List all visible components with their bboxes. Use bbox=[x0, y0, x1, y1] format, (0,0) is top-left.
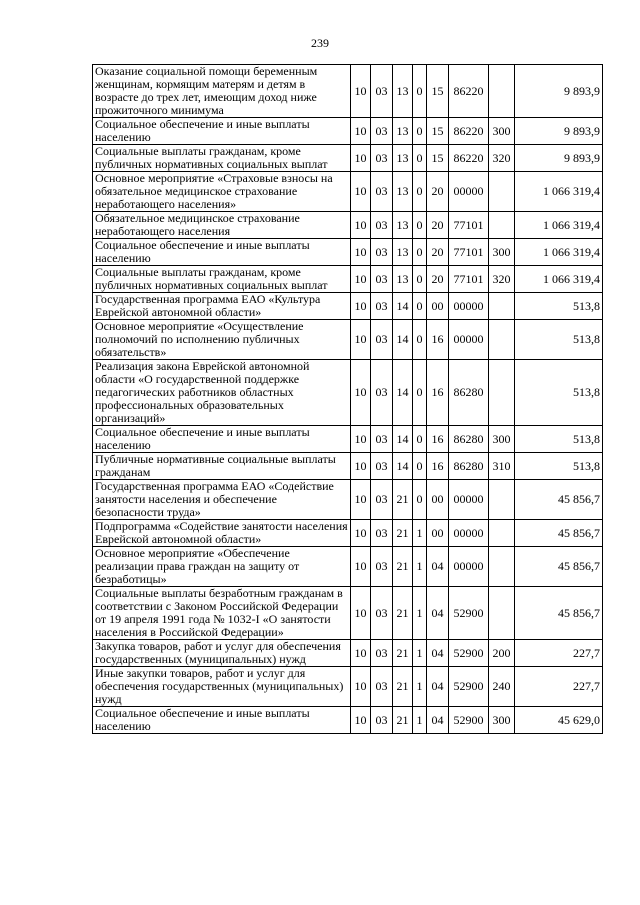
table-row bbox=[93, 453, 603, 480]
subprogram-code: 0 bbox=[413, 172, 427, 212]
subsection-code: 03 bbox=[371, 118, 393, 145]
expense-type-code bbox=[489, 293, 515, 320]
amount-value: 513,8 bbox=[515, 320, 603, 360]
row-name: Государственная программа ЕАО «Культура Еврейской автономной области» bbox=[93, 293, 351, 320]
program-code: 21 bbox=[393, 480, 413, 520]
section-code: 10 bbox=[351, 667, 371, 707]
section-code: 10 bbox=[351, 172, 371, 212]
section-code: 10 bbox=[351, 640, 371, 667]
row-name: Социальное обеспечение и иные выплаты населению bbox=[93, 118, 351, 145]
amount-value: 1 066 319,4 bbox=[515, 239, 603, 266]
program-code: 13 bbox=[393, 212, 413, 239]
subsection-code: 03 bbox=[371, 520, 393, 547]
budget-table bbox=[92, 64, 603, 734]
subsection-code: 03 bbox=[371, 266, 393, 293]
row-name: Основное мероприятие «Осуществление полномочий по исполнению публичных обязательств» bbox=[93, 320, 351, 360]
activity-code: 16 bbox=[427, 320, 449, 360]
table-row bbox=[93, 360, 603, 426]
subsection-code: 03 bbox=[371, 212, 393, 239]
activity-code: 20 bbox=[427, 212, 449, 239]
program-code: 14 bbox=[393, 320, 413, 360]
expense-type-code: 240 bbox=[489, 667, 515, 707]
direction-code: 52900 bbox=[449, 707, 489, 734]
amount-value: 1 066 319,4 bbox=[515, 266, 603, 293]
program-code: 14 bbox=[393, 360, 413, 426]
activity-code: 15 bbox=[427, 65, 449, 118]
subprogram-code: 1 bbox=[413, 520, 427, 547]
subprogram-code: 0 bbox=[413, 426, 427, 453]
activity-code: 04 bbox=[427, 547, 449, 587]
section-code: 10 bbox=[351, 707, 371, 734]
activity-code: 20 bbox=[427, 266, 449, 293]
subsection-code: 03 bbox=[371, 293, 393, 320]
subprogram-code: 0 bbox=[413, 118, 427, 145]
subprogram-code: 0 bbox=[413, 145, 427, 172]
program-code: 14 bbox=[393, 293, 413, 320]
direction-code: 77101 bbox=[449, 212, 489, 239]
amount-value: 45 856,7 bbox=[515, 547, 603, 587]
program-code: 21 bbox=[393, 587, 413, 640]
subsection-code: 03 bbox=[371, 239, 393, 266]
subprogram-code: 0 bbox=[413, 293, 427, 320]
section-code: 10 bbox=[351, 426, 371, 453]
section-code: 10 bbox=[351, 360, 371, 426]
table-row bbox=[93, 707, 603, 734]
expense-type-code bbox=[489, 480, 515, 520]
row-name: Государственная программа ЕАО «Содействие занятости населения и обеспечение безопасности труда» bbox=[93, 480, 351, 520]
expense-type-code: 320 bbox=[489, 145, 515, 172]
program-code: 14 bbox=[393, 426, 413, 453]
section-code: 10 bbox=[351, 212, 371, 239]
subsection-code: 03 bbox=[371, 667, 393, 707]
program-code: 13 bbox=[393, 266, 413, 293]
expense-type-code: 320 bbox=[489, 266, 515, 293]
direction-code: 86220 bbox=[449, 65, 489, 118]
section-code: 10 bbox=[351, 520, 371, 547]
amount-value: 9 893,9 bbox=[515, 65, 603, 118]
row-name: Подпрограмма «Содействие занятости населения Еврейской автономной области» bbox=[93, 520, 351, 547]
expense-type-code: 300 bbox=[489, 707, 515, 734]
table-row bbox=[93, 212, 603, 239]
expense-type-code bbox=[489, 65, 515, 118]
direction-code: 77101 bbox=[449, 239, 489, 266]
row-name: Иные закупки товаров, работ и услуг для обеспечения государственных (муниципальных) нужд bbox=[93, 667, 351, 707]
section-code: 10 bbox=[351, 145, 371, 172]
expense-type-code: 300 bbox=[489, 239, 515, 266]
row-name: Обязательное медицинское страхование неработающего населения bbox=[93, 212, 351, 239]
table-row bbox=[93, 293, 603, 320]
direction-code: 00000 bbox=[449, 172, 489, 212]
subsection-code: 03 bbox=[371, 426, 393, 453]
section-code: 10 bbox=[351, 453, 371, 480]
direction-code: 86220 bbox=[449, 118, 489, 145]
table-row bbox=[93, 426, 603, 453]
subprogram-code: 0 bbox=[413, 360, 427, 426]
direction-code: 86280 bbox=[449, 426, 489, 453]
program-code: 13 bbox=[393, 118, 413, 145]
subsection-code: 03 bbox=[371, 172, 393, 212]
expense-type-code bbox=[489, 547, 515, 587]
expense-type-code: 200 bbox=[489, 640, 515, 667]
activity-code: 15 bbox=[427, 118, 449, 145]
subprogram-code: 0 bbox=[413, 320, 427, 360]
subprogram-code: 0 bbox=[413, 453, 427, 480]
section-code: 10 bbox=[351, 547, 371, 587]
activity-code: 16 bbox=[427, 453, 449, 480]
table-row bbox=[93, 65, 603, 118]
program-code: 21 bbox=[393, 667, 413, 707]
table-row bbox=[93, 640, 603, 667]
subsection-code: 03 bbox=[371, 640, 393, 667]
section-code: 10 bbox=[351, 118, 371, 145]
table-row bbox=[93, 520, 603, 547]
amount-value: 1 066 319,4 bbox=[515, 212, 603, 239]
direction-code: 52900 bbox=[449, 640, 489, 667]
row-name: Социальное обеспечение и иные выплаты населению bbox=[93, 239, 351, 266]
expense-type-code bbox=[489, 212, 515, 239]
activity-code: 04 bbox=[427, 667, 449, 707]
program-code: 21 bbox=[393, 547, 413, 587]
amount-value: 45 856,7 bbox=[515, 587, 603, 640]
activity-code: 04 bbox=[427, 640, 449, 667]
program-code: 13 bbox=[393, 172, 413, 212]
expense-type-code bbox=[489, 587, 515, 640]
program-code: 21 bbox=[393, 707, 413, 734]
section-code: 10 bbox=[351, 65, 371, 118]
direction-code: 00000 bbox=[449, 480, 489, 520]
direction-code: 00000 bbox=[449, 520, 489, 547]
subprogram-code: 1 bbox=[413, 707, 427, 734]
table-row bbox=[93, 239, 603, 266]
expense-type-code: 300 bbox=[489, 426, 515, 453]
subprogram-code: 1 bbox=[413, 587, 427, 640]
direction-code: 52900 bbox=[449, 587, 489, 640]
section-code: 10 bbox=[351, 320, 371, 360]
activity-code: 00 bbox=[427, 520, 449, 547]
subprogram-code: 1 bbox=[413, 667, 427, 707]
program-code: 14 bbox=[393, 453, 413, 480]
table-row bbox=[93, 480, 603, 520]
subsection-code: 03 bbox=[371, 587, 393, 640]
subprogram-code: 0 bbox=[413, 65, 427, 118]
table-row bbox=[93, 587, 603, 640]
row-name: Реализация закона Еврейской автономной области «О государственной поддержке педагогических работников областных профессиональных образовательных организаций» bbox=[93, 360, 351, 426]
subprogram-code: 1 bbox=[413, 640, 427, 667]
table-row bbox=[93, 547, 603, 587]
direction-code: 86220 bbox=[449, 145, 489, 172]
subsection-code: 03 bbox=[371, 360, 393, 426]
activity-code: 00 bbox=[427, 293, 449, 320]
activity-code: 00 bbox=[427, 480, 449, 520]
expense-type-code bbox=[489, 320, 515, 360]
subsection-code: 03 bbox=[371, 480, 393, 520]
direction-code: 00000 bbox=[449, 320, 489, 360]
subprogram-code: 0 bbox=[413, 266, 427, 293]
row-name: Оказание социальной помощи беременным женщинам, кормящим матерям и детям в возрасте до трех лет, имеющим доход ниже прожиточного минимума bbox=[93, 65, 351, 118]
direction-code: 86280 bbox=[449, 360, 489, 426]
row-name: Основное мероприятие «Обеспечение реализации права граждан на защиту от безработицы» bbox=[93, 547, 351, 587]
direction-code: 52900 bbox=[449, 667, 489, 707]
row-name: Социальные выплаты безработным гражданам в соответствии с Законом Российской Федерации от 19 апреля 1991 года № 1032-I «О занятости населения в Российской Федерации» bbox=[93, 587, 351, 640]
amount-value: 1 066 319,4 bbox=[515, 172, 603, 212]
expense-type-code bbox=[489, 360, 515, 426]
amount-value: 9 893,9 bbox=[515, 118, 603, 145]
budget-table-body bbox=[93, 65, 603, 734]
section-code: 10 bbox=[351, 293, 371, 320]
program-code: 13 bbox=[393, 145, 413, 172]
subprogram-code: 0 bbox=[413, 480, 427, 520]
table-row bbox=[93, 667, 603, 707]
activity-code: 04 bbox=[427, 587, 449, 640]
direction-code: 00000 bbox=[449, 293, 489, 320]
direction-code: 77101 bbox=[449, 266, 489, 293]
amount-value: 45 856,7 bbox=[515, 520, 603, 547]
row-name: Основное мероприятие «Страховые взносы на обязательное медицинское страхование неработающего населения» bbox=[93, 172, 351, 212]
direction-code: 86280 bbox=[449, 453, 489, 480]
activity-code: 20 bbox=[427, 239, 449, 266]
subprogram-code: 0 bbox=[413, 212, 427, 239]
expense-type-code bbox=[489, 520, 515, 547]
subprogram-code: 1 bbox=[413, 547, 427, 587]
section-code: 10 bbox=[351, 587, 371, 640]
amount-value: 45 629,0 bbox=[515, 707, 603, 734]
table-row bbox=[93, 118, 603, 145]
subsection-code: 03 bbox=[371, 320, 393, 360]
subsection-code: 03 bbox=[371, 65, 393, 118]
row-name: Социальные выплаты гражданам, кроме публичных нормативных социальных выплат bbox=[93, 266, 351, 293]
amount-value: 513,8 bbox=[515, 453, 603, 480]
amount-value: 513,8 bbox=[515, 426, 603, 453]
program-code: 13 bbox=[393, 65, 413, 118]
amount-value: 45 856,7 bbox=[515, 480, 603, 520]
row-name: Социальное обеспечение и иные выплаты населению bbox=[93, 426, 351, 453]
activity-code: 16 bbox=[427, 426, 449, 453]
row-name: Закупка товаров, работ и услуг для обеспечения государственных (муниципальных) нужд bbox=[93, 640, 351, 667]
program-code: 21 bbox=[393, 640, 413, 667]
subsection-code: 03 bbox=[371, 707, 393, 734]
subprogram-code: 0 bbox=[413, 239, 427, 266]
table-row bbox=[93, 145, 603, 172]
section-code: 10 bbox=[351, 480, 371, 520]
activity-code: 04 bbox=[427, 707, 449, 734]
activity-code: 16 bbox=[427, 360, 449, 426]
amount-value: 513,8 bbox=[515, 360, 603, 426]
amount-value: 227,7 bbox=[515, 640, 603, 667]
amount-value: 227,7 bbox=[515, 667, 603, 707]
direction-code: 00000 bbox=[449, 547, 489, 587]
program-code: 21 bbox=[393, 520, 413, 547]
program-code: 13 bbox=[393, 239, 413, 266]
amount-value: 9 893,9 bbox=[515, 145, 603, 172]
amount-value: 513,8 bbox=[515, 293, 603, 320]
row-name: Социальное обеспечение и иные выплаты населению bbox=[93, 707, 351, 734]
expense-type-code bbox=[489, 172, 515, 212]
page-number: 239 bbox=[311, 36, 329, 50]
expense-type-code: 310 bbox=[489, 453, 515, 480]
row-name: Публичные нормативные социальные выплаты гражданам bbox=[93, 453, 351, 480]
subsection-code: 03 bbox=[371, 453, 393, 480]
table-row bbox=[93, 172, 603, 212]
expense-type-code: 300 bbox=[489, 118, 515, 145]
activity-code: 15 bbox=[427, 145, 449, 172]
subsection-code: 03 bbox=[371, 145, 393, 172]
section-code: 10 bbox=[351, 239, 371, 266]
table-row bbox=[93, 320, 603, 360]
section-code: 10 bbox=[351, 266, 371, 293]
activity-code: 20 bbox=[427, 172, 449, 212]
subsection-code: 03 bbox=[371, 547, 393, 587]
table-row bbox=[93, 266, 603, 293]
row-name: Социальные выплаты гражданам, кроме публичных нормативных социальных выплат bbox=[93, 145, 351, 172]
